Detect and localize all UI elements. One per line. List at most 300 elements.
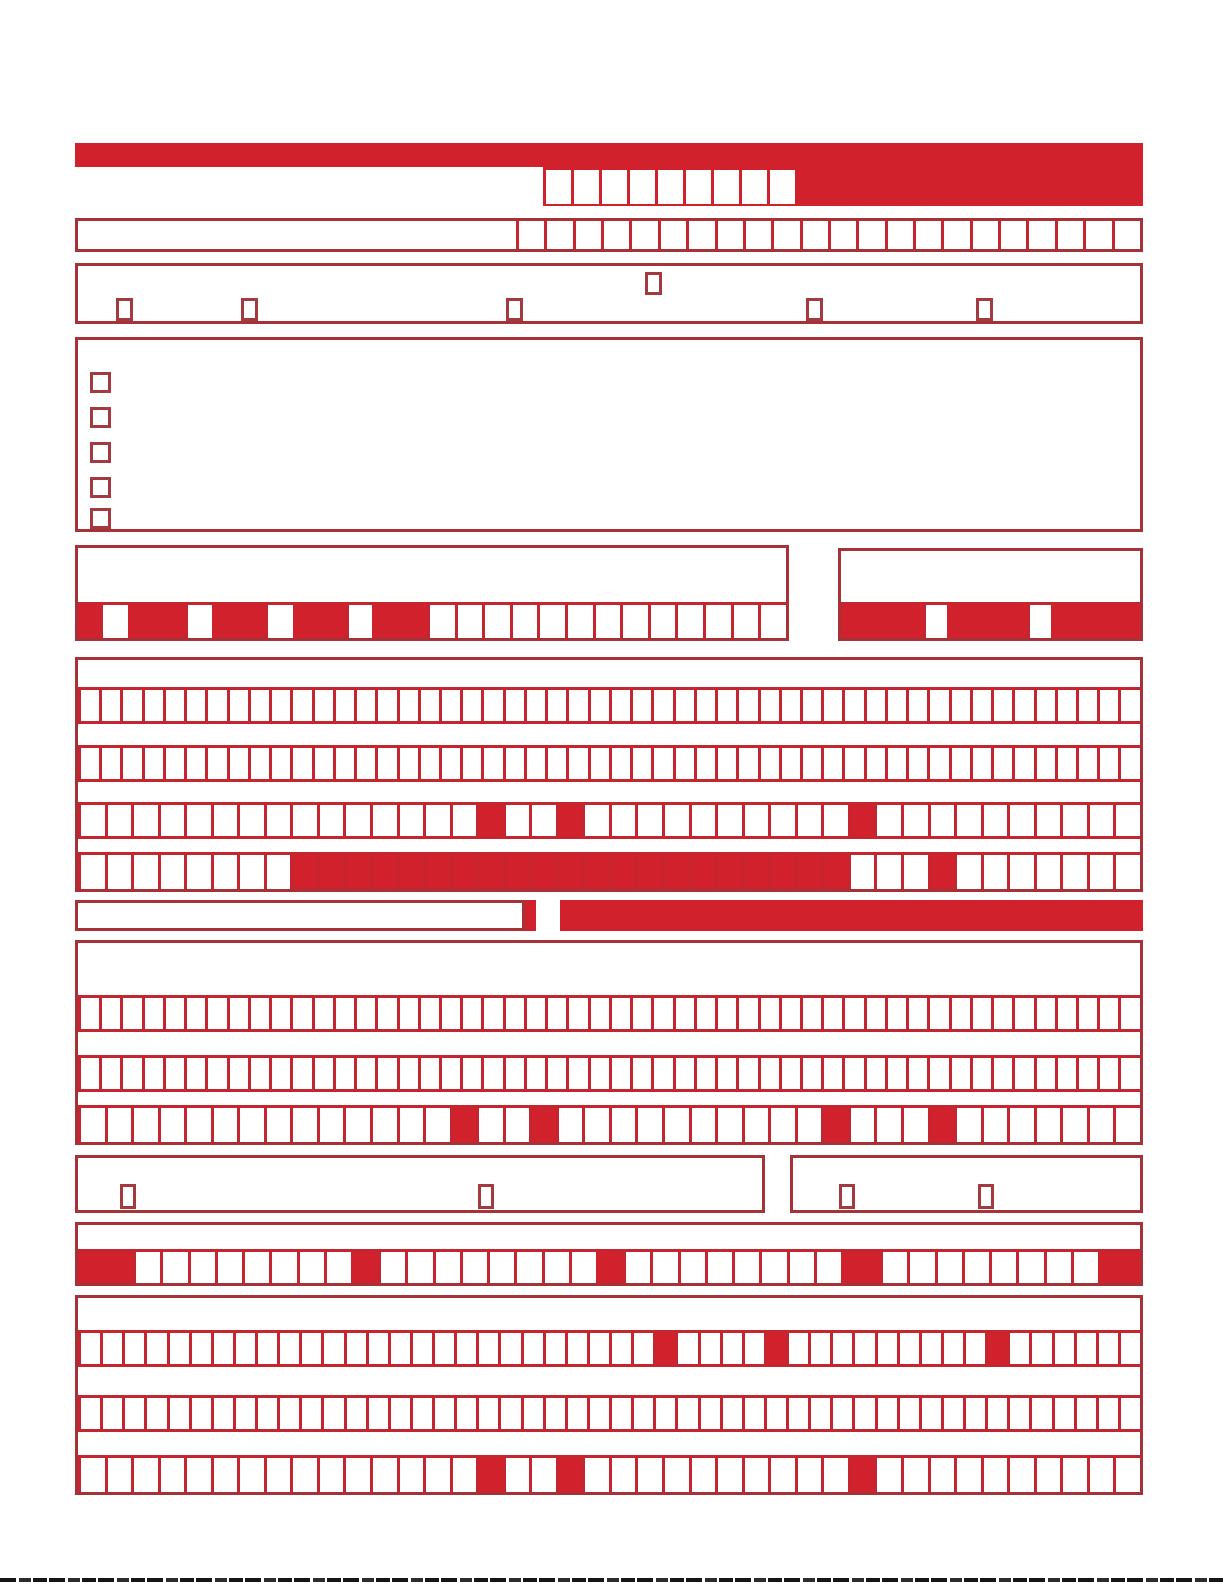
char-cell[interactable] [609, 1458, 636, 1492]
char-cell[interactable] [1029, 1333, 1051, 1364]
char-cell[interactable] [503, 1458, 530, 1492]
char-cell[interactable] [885, 748, 906, 779]
char-cell[interactable] [954, 1458, 981, 1492]
divider-cell[interactable] [536, 900, 560, 931]
char-cell[interactable] [1113, 1458, 1140, 1492]
char-cell[interactable] [333, 1058, 354, 1089]
char-cell[interactable] [1016, 1252, 1043, 1283]
char-cell[interactable] [875, 1333, 897, 1364]
char-cell[interactable] [602, 170, 627, 204]
char-cell[interactable] [481, 998, 502, 1029]
char-cell[interactable] [852, 1333, 874, 1364]
char-cell[interactable] [312, 1058, 333, 1089]
char-cell[interactable] [482, 605, 510, 638]
char-cell[interactable] [906, 998, 927, 1029]
char-cell[interactable] [1113, 805, 1140, 836]
char-cell[interactable] [800, 221, 828, 249]
char-cell[interactable] [100, 1398, 122, 1429]
char-cell[interactable] [503, 998, 524, 1029]
char-cell[interactable] [189, 1398, 211, 1429]
char-cell[interactable] [388, 1398, 410, 1429]
char-cell[interactable] [227, 1058, 248, 1089]
char-cell[interactable] [566, 998, 587, 1029]
char-cell[interactable] [842, 690, 863, 721]
char-cell[interactable] [998, 221, 1026, 249]
char-cell[interactable] [481, 690, 502, 721]
char-cell[interactable] [227, 748, 248, 779]
char-cell[interactable] [346, 605, 372, 638]
checkbox[interactable] [976, 298, 993, 321]
char-cell[interactable] [354, 998, 375, 1029]
char-cell[interactable] [919, 1333, 941, 1364]
char-cell[interactable] [78, 1058, 99, 1089]
char-cell[interactable] [662, 1458, 689, 1492]
char-cell[interactable] [397, 1058, 418, 1089]
char-cell[interactable] [1012, 1058, 1033, 1089]
char-cell[interactable] [842, 748, 863, 779]
char-cell[interactable] [928, 1458, 955, 1492]
char-cell[interactable] [460, 1252, 487, 1283]
char-cell[interactable] [460, 1058, 481, 1089]
char-cell[interactable] [991, 748, 1012, 779]
char-cell[interactable] [874, 855, 901, 889]
char-cell[interactable] [907, 1252, 934, 1283]
char-cell[interactable] [264, 805, 291, 836]
char-cell[interactable] [354, 748, 375, 779]
char-cell[interactable] [410, 1333, 432, 1364]
char-cell[interactable] [269, 998, 290, 1029]
char-cell[interactable] [970, 1058, 991, 1089]
checkbox[interactable] [506, 298, 523, 321]
char-cell[interactable] [476, 1398, 498, 1429]
char-cell[interactable] [828, 221, 856, 249]
char-cell[interactable] [545, 748, 566, 779]
char-cell[interactable] [1052, 1398, 1074, 1429]
char-cell[interactable] [875, 1398, 897, 1429]
char-cell[interactable] [913, 221, 941, 249]
char-cell[interactable] [901, 1108, 928, 1142]
checkbox[interactable] [90, 372, 111, 393]
char-cell[interactable] [923, 605, 947, 638]
char-cell[interactable] [545, 998, 566, 1029]
char-cell[interactable] [963, 1333, 985, 1364]
char-cell[interactable] [731, 605, 759, 638]
char-cell[interactable] [78, 1398, 100, 1429]
char-cell[interactable] [758, 605, 786, 638]
char-cell[interactable] [759, 1252, 786, 1283]
char-cell[interactable] [800, 998, 821, 1029]
char-cell[interactable] [450, 805, 477, 836]
char-cell[interactable] [732, 1252, 759, 1283]
char-cell[interactable] [919, 1398, 941, 1429]
char-cell[interactable] [981, 1108, 1008, 1142]
char-cell[interactable] [163, 998, 184, 1029]
char-cell[interactable] [736, 1058, 757, 1089]
char-cell[interactable] [78, 805, 105, 836]
char-cell[interactable] [675, 605, 703, 638]
char-cell[interactable] [1012, 748, 1033, 779]
char-cell[interactable] [1055, 748, 1076, 779]
char-cell[interactable] [317, 1458, 344, 1492]
char-cell[interactable] [237, 805, 264, 836]
char-cell[interactable] [184, 1458, 211, 1492]
char-cell[interactable] [454, 1398, 476, 1429]
char-cell[interactable] [503, 1058, 524, 1089]
char-cell[interactable] [673, 1058, 694, 1089]
char-cell[interactable] [503, 748, 524, 779]
char-cell[interactable] [324, 1252, 351, 1283]
char-cell[interactable] [856, 221, 884, 249]
char-cell[interactable] [795, 805, 822, 836]
char-cell[interactable] [779, 1058, 800, 1089]
char-cell[interactable] [439, 748, 460, 779]
char-cell[interactable] [694, 690, 715, 721]
char-cell[interactable] [269, 690, 290, 721]
char-cell[interactable] [227, 690, 248, 721]
char-cell[interactable] [237, 1108, 264, 1142]
char-cell[interactable] [954, 805, 981, 836]
char-cell[interactable] [503, 1108, 530, 1142]
char-cell[interactable] [941, 1398, 963, 1429]
char-cell[interactable] [370, 805, 397, 836]
char-cell[interactable] [1096, 1398, 1118, 1429]
char-cell[interactable] [821, 1458, 848, 1492]
char-cell[interactable] [375, 1058, 396, 1089]
char-cell[interactable] [418, 748, 439, 779]
char-cell[interactable] [205, 998, 226, 1029]
char-cell[interactable] [698, 1398, 720, 1429]
char-cell[interactable] [715, 1108, 742, 1142]
char-cell[interactable] [277, 1333, 299, 1364]
char-cell[interactable] [582, 1108, 609, 1142]
char-cell[interactable] [312, 748, 333, 779]
char-cell[interactable] [651, 1058, 672, 1089]
char-cell[interactable] [566, 1058, 587, 1089]
char-cell[interactable] [476, 1333, 498, 1364]
char-cell[interactable] [715, 748, 736, 779]
char-cell[interactable] [686, 221, 714, 249]
char-cell[interactable] [184, 998, 205, 1029]
char-cell[interactable] [184, 1058, 205, 1089]
char-cell[interactable] [770, 170, 795, 204]
char-cell[interactable] [211, 855, 238, 889]
char-cell[interactable] [405, 1252, 432, 1283]
char-cell[interactable] [439, 1058, 460, 1089]
char-cell[interactable] [715, 805, 742, 836]
char-cell[interactable] [556, 1108, 583, 1142]
char-cell[interactable] [142, 998, 163, 1029]
char-cell[interactable] [630, 170, 655, 204]
char-cell[interactable] [927, 690, 948, 721]
checkbox[interactable] [978, 1184, 994, 1209]
char-cell[interactable] [99, 748, 120, 779]
char-cell[interactable] [1055, 998, 1076, 1029]
char-cell[interactable] [1007, 1458, 1034, 1492]
char-cell[interactable] [653, 1398, 675, 1429]
char-cell[interactable] [821, 1058, 842, 1089]
char-cell[interactable] [476, 1108, 503, 1142]
char-cell[interactable] [970, 998, 991, 1029]
char-cell[interactable] [344, 1333, 366, 1364]
char-cell[interactable] [375, 998, 396, 1029]
char-cell[interactable] [503, 805, 530, 836]
char-cell[interactable] [897, 1333, 919, 1364]
char-cell[interactable] [1076, 748, 1097, 779]
char-cell[interactable] [321, 1333, 343, 1364]
char-cell[interactable] [694, 748, 715, 779]
char-cell[interactable] [715, 1058, 736, 1089]
char-cell[interactable] [1097, 1058, 1118, 1089]
char-cell[interactable] [601, 221, 629, 249]
char-cell[interactable] [248, 998, 269, 1029]
char-cell[interactable] [248, 748, 269, 779]
char-cell[interactable] [378, 1252, 405, 1283]
char-cell[interactable] [821, 748, 842, 779]
char-cell[interactable] [689, 805, 716, 836]
char-cell[interactable] [1007, 805, 1034, 836]
char-cell[interactable] [366, 1333, 388, 1364]
char-cell[interactable] [242, 1252, 269, 1283]
char-cell[interactable] [131, 855, 158, 889]
char-cell[interactable] [1060, 1108, 1087, 1142]
char-cell[interactable] [1012, 998, 1033, 1029]
char-cell[interactable] [521, 1333, 543, 1364]
char-cell[interactable] [736, 748, 757, 779]
char-cell[interactable] [433, 1252, 460, 1283]
char-cell[interactable] [985, 1398, 1007, 1429]
char-cell[interactable] [981, 855, 1008, 889]
char-cell[interactable] [629, 221, 657, 249]
char-cell[interactable] [800, 1058, 821, 1089]
char-cell[interactable] [694, 998, 715, 1029]
checkbox[interactable] [90, 442, 111, 463]
char-cell[interactable] [662, 805, 689, 836]
char-cell[interactable] [317, 1108, 344, 1142]
checkbox[interactable] [839, 1184, 855, 1209]
char-cell[interactable] [211, 1333, 233, 1364]
char-cell[interactable] [705, 1252, 732, 1283]
char-cell[interactable] [189, 1333, 211, 1364]
char-cell[interactable] [689, 1108, 716, 1142]
char-cell[interactable] [569, 1252, 596, 1283]
char-cell[interactable] [768, 805, 795, 836]
char-cell[interactable] [768, 1108, 795, 1142]
char-cell[interactable] [460, 998, 481, 1029]
char-cell[interactable] [720, 1333, 742, 1364]
char-cell[interactable] [344, 1398, 366, 1429]
char-cell[interactable] [635, 1108, 662, 1142]
char-cell[interactable] [970, 748, 991, 779]
char-cell[interactable] [714, 170, 739, 204]
char-cell[interactable] [673, 690, 694, 721]
char-cell[interactable] [1007, 1108, 1034, 1142]
char-cell[interactable] [537, 605, 565, 638]
char-cell[interactable] [264, 855, 291, 889]
char-cell[interactable] [78, 690, 99, 721]
char-cell[interactable] [779, 748, 800, 779]
char-cell[interactable] [779, 998, 800, 1029]
char-cell[interactable] [545, 690, 566, 721]
char-cell[interactable] [981, 1458, 1008, 1492]
char-cell[interactable] [120, 1058, 141, 1089]
char-cell[interactable] [658, 170, 683, 204]
char-cell[interactable] [1012, 690, 1033, 721]
char-cell[interactable] [651, 748, 672, 779]
char-cell[interactable] [928, 805, 955, 836]
char-cell[interactable] [1087, 855, 1114, 889]
char-cell[interactable] [742, 1458, 769, 1492]
char-cell[interactable] [160, 1252, 187, 1283]
char-cell[interactable] [906, 748, 927, 779]
char-cell[interactable] [771, 221, 799, 249]
char-cell[interactable] [397, 690, 418, 721]
char-cell[interactable] [874, 1458, 901, 1492]
char-cell[interactable] [297, 1252, 324, 1283]
char-cell[interactable] [354, 1058, 375, 1089]
char-cell[interactable] [662, 1108, 689, 1142]
char-cell[interactable] [312, 998, 333, 1029]
char-cell[interactable] [529, 805, 556, 836]
char-cell[interactable] [78, 1333, 100, 1364]
char-cell[interactable] [317, 805, 344, 836]
char-cell[interactable] [949, 1058, 970, 1089]
char-cell[interactable] [593, 605, 621, 638]
char-cell[interactable] [131, 1458, 158, 1492]
char-cell[interactable] [949, 690, 970, 721]
char-cell[interactable] [1112, 221, 1140, 249]
char-cell[interactable] [343, 1458, 370, 1492]
char-cell[interactable] [874, 805, 901, 836]
char-cell[interactable] [901, 1458, 928, 1492]
char-cell[interactable] [897, 1398, 919, 1429]
char-cell[interactable] [142, 1058, 163, 1089]
char-cell[interactable] [133, 1252, 160, 1283]
char-cell[interactable] [1034, 748, 1055, 779]
char-cell[interactable] [715, 998, 736, 1029]
char-cell[interactable] [397, 805, 424, 836]
char-cell[interactable] [609, 1108, 636, 1142]
char-cell[interactable] [927, 998, 948, 1029]
char-cell[interactable] [658, 221, 686, 249]
char-cell[interactable] [1096, 1333, 1118, 1364]
char-cell[interactable] [1118, 1058, 1139, 1089]
char-cell[interactable] [742, 170, 767, 204]
char-cell[interactable] [1034, 805, 1061, 836]
char-cell[interactable] [821, 998, 842, 1029]
char-cell[interactable] [1052, 1333, 1074, 1364]
char-cell[interactable] [1118, 748, 1139, 779]
char-cell[interactable] [962, 1252, 989, 1283]
char-cell[interactable] [1118, 1333, 1140, 1364]
char-cell[interactable] [354, 690, 375, 721]
char-cell[interactable] [573, 221, 601, 249]
char-cell[interactable] [1044, 1252, 1071, 1283]
char-cell[interactable] [184, 855, 211, 889]
char-cell[interactable] [188, 1252, 215, 1283]
char-cell[interactable] [524, 998, 545, 1029]
char-cell[interactable] [120, 690, 141, 721]
char-cell[interactable] [163, 748, 184, 779]
char-cell[interactable] [237, 855, 264, 889]
char-cell[interactable] [122, 1398, 144, 1429]
char-cell[interactable] [105, 805, 132, 836]
char-cell[interactable] [333, 748, 354, 779]
char-cell[interactable] [698, 1333, 720, 1364]
char-cell[interactable] [290, 1058, 311, 1089]
char-cell[interactable] [233, 1333, 255, 1364]
char-cell[interactable] [184, 748, 205, 779]
char-cell[interactable] [874, 1108, 901, 1142]
char-cell[interactable] [609, 805, 636, 836]
char-cell[interactable] [631, 1333, 653, 1364]
char-cell[interactable] [397, 1458, 424, 1492]
char-cell[interactable] [954, 855, 981, 889]
divider-input-field[interactable] [75, 900, 525, 931]
char-cell[interactable] [720, 1398, 742, 1429]
char-cell[interactable] [78, 1458, 105, 1492]
char-cell[interactable] [675, 1333, 697, 1364]
char-cell[interactable] [1034, 1058, 1055, 1089]
char-cell[interactable] [370, 1458, 397, 1492]
char-cell[interactable] [1097, 998, 1118, 1029]
checkbox[interactable] [806, 298, 823, 321]
char-cell[interactable] [167, 1398, 189, 1429]
char-cell[interactable] [543, 1398, 565, 1429]
char-cell[interactable] [673, 748, 694, 779]
char-cell[interactable] [885, 998, 906, 1029]
char-cell[interactable] [248, 690, 269, 721]
char-cell[interactable] [163, 690, 184, 721]
char-cell[interactable] [758, 748, 779, 779]
title-input-field[interactable] [75, 167, 543, 206]
char-cell[interactable] [454, 1333, 476, 1364]
checkbox[interactable] [120, 1184, 136, 1209]
char-cell[interactable] [963, 1398, 985, 1429]
char-cell[interactable] [321, 1398, 343, 1429]
char-cell[interactable] [1060, 855, 1087, 889]
char-cell[interactable] [1113, 855, 1140, 889]
char-cell[interactable] [795, 1108, 822, 1142]
char-cell[interactable] [131, 805, 158, 836]
char-cell[interactable] [418, 1058, 439, 1089]
char-cell[interactable] [255, 1398, 277, 1429]
char-cell[interactable] [989, 1252, 1016, 1283]
char-cell[interactable] [255, 1333, 277, 1364]
char-cell[interactable] [630, 748, 651, 779]
char-cell[interactable] [609, 1058, 630, 1089]
checkbox[interactable] [90, 477, 111, 498]
char-cell[interactable] [1060, 805, 1087, 836]
char-cell[interactable] [941, 1333, 963, 1364]
char-cell[interactable] [1118, 998, 1139, 1029]
char-cell[interactable] [516, 221, 544, 249]
char-cell[interactable] [565, 1398, 587, 1429]
char-cell[interactable] [795, 1458, 822, 1492]
char-cell[interactable] [185, 605, 212, 638]
char-cell[interactable] [582, 805, 609, 836]
char-cell[interactable] [906, 690, 927, 721]
char-cell[interactable] [299, 1398, 321, 1429]
char-cell[interactable] [370, 1108, 397, 1142]
char-cell[interactable] [1034, 690, 1055, 721]
char-cell[interactable] [460, 748, 481, 779]
char-cell[interactable] [1071, 1252, 1098, 1283]
char-cell[interactable] [237, 1458, 264, 1492]
char-cell[interactable] [1074, 1398, 1096, 1429]
char-cell[interactable] [991, 998, 1012, 1029]
char-cell[interactable] [1027, 605, 1051, 638]
char-cell[interactable] [375, 690, 396, 721]
